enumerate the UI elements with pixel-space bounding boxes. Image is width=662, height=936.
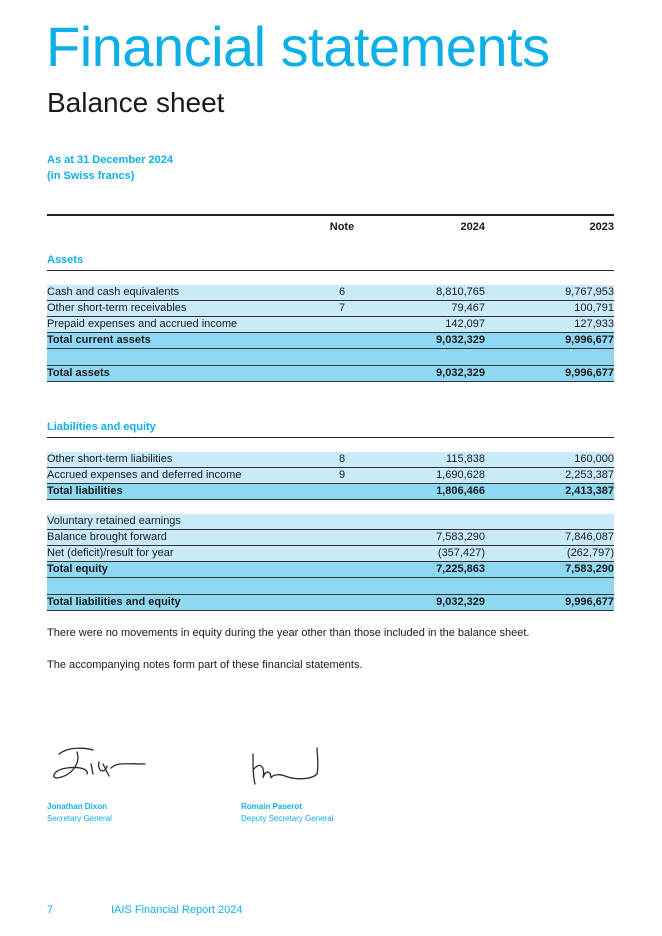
row-value-2024: 142,097 [445,318,485,330]
total-current-assets-row [47,333,614,349]
signatory-name: Romain Paserot [241,802,302,811]
report-title: IAIS Financial Report 2024 [111,904,243,916]
page-number: 7 [47,904,54,916]
signature-paserot-image [241,740,331,790]
section-title-assets: Assets [47,250,614,271]
signature-dixon-image [47,740,157,790]
row-value-2024: 7,225,863 [436,563,485,575]
row-label: Total equity [47,563,108,575]
row-label: Net (deficit)/result for year [47,547,174,559]
row-value-2023: 9,996,677 [565,334,614,346]
signature-block-paserot [241,740,421,823]
page-title: Financial statements [46,15,550,78]
row-value-2024: 115,838 [446,453,485,465]
header-2024: 2024 [460,221,485,233]
signature-block-dixon [47,740,227,823]
row-note: 6 [338,286,346,298]
row-value-2023: 9,996,677 [565,596,614,608]
spacer-row [47,578,614,595]
row-value-2023: 127,933 [574,318,614,330]
row-label: Total liabilities [47,485,123,497]
row-label: Other short-term liabilities [47,453,173,465]
row-value-2024: 9,032,329 [436,334,485,346]
accompanying-note: The accompanying notes form part of these financial statements. [47,659,363,671]
table-row [47,546,614,562]
row-value-2024: 9,032,329 [436,596,485,608]
table-row [47,529,614,546]
row-note: 7 [338,302,346,314]
signatory-name: Jonathan Dixon [47,802,108,811]
signatory-role: Deputy Secretary General [241,814,334,823]
row-value-2023: 9,996,677 [565,367,614,379]
statement-currency: (in Swiss francs) [47,170,135,182]
table-row [47,285,614,301]
section-title-liabilities: Liabilities and equity [47,417,614,438]
total-liabilities-row [47,484,614,500]
equity-note: There were no movements in equity during the year other than those included in the balance sheet. [47,627,530,639]
row-note: 8 [338,453,346,465]
row-value-2023: 100,791 [574,302,614,314]
row-label: Balance brought forward [47,531,167,543]
row-value-2024: 79,467 [451,302,485,314]
header-2023: 2023 [589,221,614,233]
statement-meta [47,152,173,184]
table-row [47,468,614,484]
row-label: Prepaid expenses and accrued income [47,318,238,330]
header-note: Note [329,221,355,233]
spacer-row [47,349,614,366]
row-value-2024: 7,583,290 [436,531,485,543]
row-value-2023: 2,413,387 [565,485,614,497]
row-value-2024: (357,427) [437,547,485,559]
row-label: Total current assets [47,334,151,346]
row-value-2024: 9,032,329 [436,367,485,379]
page-subtitle: Balance sheet [47,87,225,118]
table-row [47,452,614,468]
signatory-role: Secretary General [47,814,112,823]
row-label: Total assets [47,367,110,379]
table-header [47,214,614,238]
row-label: Cash and cash equivalents [47,286,180,298]
balance-sheet-table [47,214,614,611]
row-label: Voluntary retained earnings [47,515,181,527]
row-value-2023: 7,846,087 [565,531,614,543]
row-value-2024: 1,806,466 [436,485,485,497]
row-value-2023: 2,253,387 [565,469,614,481]
table-row [47,301,614,317]
row-label: Total liabilities and equity [47,596,181,608]
row-value-2023: 7,583,290 [565,563,614,575]
row-value-2023: (262,797) [566,547,614,559]
table-row [47,514,614,529]
total-assets-row [47,366,614,382]
row-value-2024: 1,690,628 [436,469,485,481]
row-label: Other short-term receivables [47,302,187,314]
row-label: Accrued expenses and deferred income [47,469,242,481]
total-equity-row [47,562,614,578]
total-liabilities-equity-row [47,595,614,611]
row-value-2023: 9,767,953 [565,286,614,298]
statement-date: As at 31 December 2024 [47,154,173,166]
row-value-2024: 8,810,765 [436,286,485,298]
table-row [47,317,614,333]
row-note: 9 [338,469,346,481]
row-value-2023: 160,000 [574,453,614,465]
